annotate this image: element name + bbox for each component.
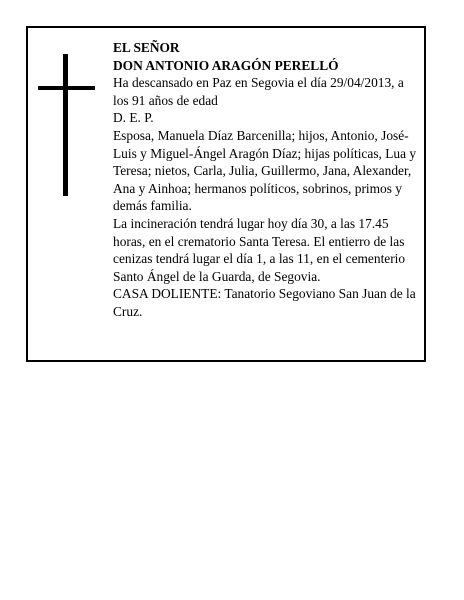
obituary-text (113, 39, 417, 321)
mourning-house: CASA DOLIENTE: Tanatorio Segoviano San Juan de la Cruz. (113, 286, 416, 319)
cross-icon-bar (38, 86, 95, 90)
deceased-name: DON ANTONIO ARAGÓN PERELLÓ (113, 57, 339, 73)
dep-line: D. E. P. (113, 110, 154, 126)
cross-icon (63, 54, 68, 196)
rest-statement: Ha descansado en Paz en Segovia el día 29/04/2013, a los 91 años de edad (113, 75, 404, 108)
ceremony-details: La incineración tendrá lugar hoy día 30, a las 17.45 horas, en el crematorio Santa Teresa. El entierro de las cenizas tendrá lugar el día 1, a las 11, en el cementerio Santo Ángel de la Guarda, de Segovia. (113, 215, 406, 284)
family-list: Esposa, Manuela Díaz Barcenilla; hijos, Antonio, José-Luis y Miguel-Ángel Aragón Díaz; hijas políticas, Lua y Teresa; nietos, Carla, Julia, Guillermo, Jana, Alexander, Ana y Ainhoa; hermanos políticos, sobrinos, primos y demás familia. (113, 127, 417, 214)
heading-title: EL SEÑOR (113, 40, 180, 55)
